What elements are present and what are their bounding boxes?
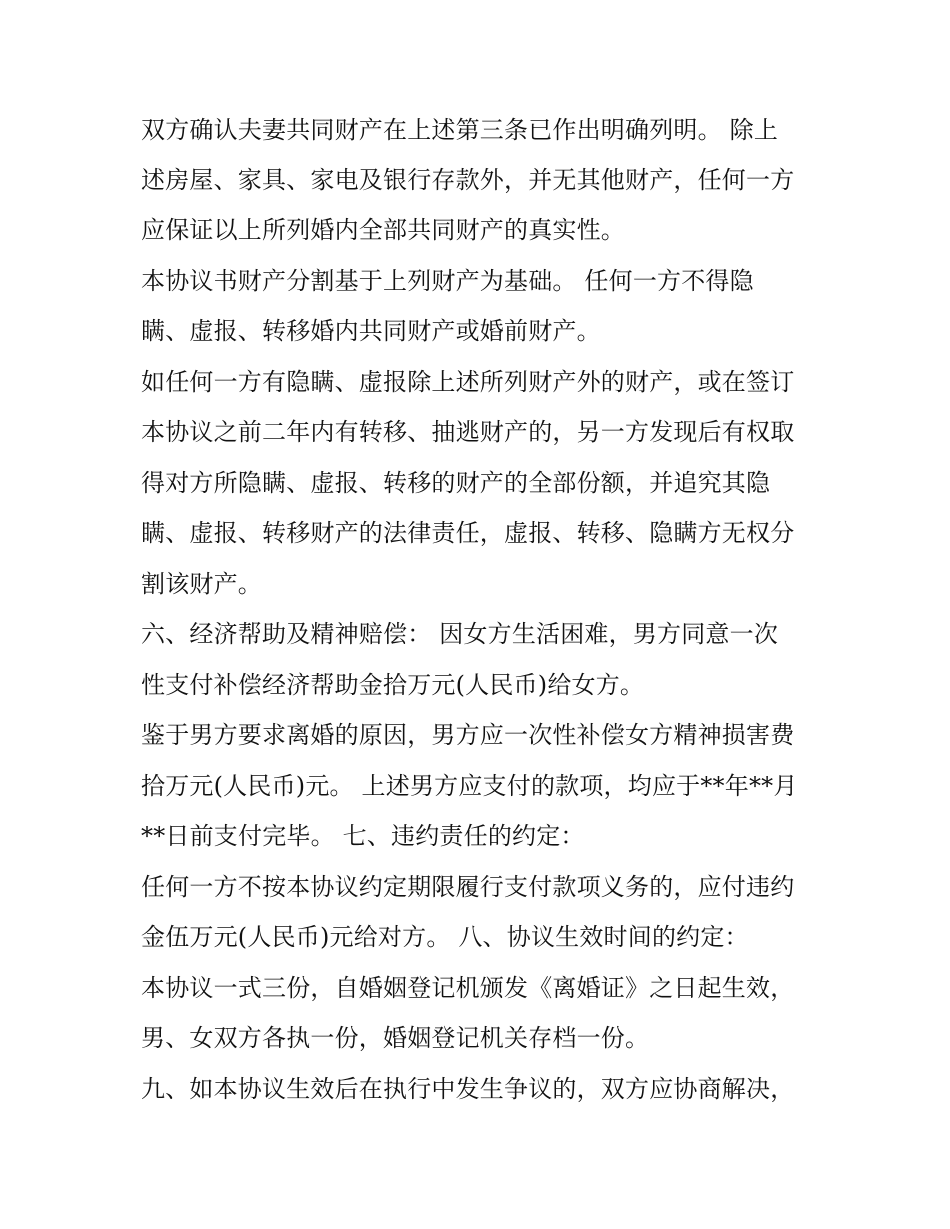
text-line-4: 本协议书财产分割基于上列财产为基础。 任何一方不得隐	[141, 267, 754, 295]
text-line-18: 本协议一式三份，自婚姻登记机颁发《离婚证》之日起生效，	[141, 974, 795, 1002]
text-line-20: 九、如本协议生效后在执行中发生争议的，双方应协商解决，	[141, 1075, 795, 1103]
text-line-16: 任何一方不按本协议约定期限履行支付款项义务的，应付违约	[141, 873, 795, 901]
text-line-15: **日前支付完毕。 七、违约责任的约定：	[141, 822, 585, 850]
text-line-5: 瞒、虚报、转移婚内共同财产或婚前财产。	[141, 317, 601, 345]
text-line-17: 金伍万元(人民币)元给对方。 八、协议生效时间的约定：	[141, 923, 749, 951]
text-line-14: 拾万元(人民币)元。 上述男方应支付的款项，均应于**年**月	[141, 772, 798, 800]
text-line-7: 本协议之前二年内有转移、抽逃财产的，另一方发现后有权取	[141, 418, 795, 446]
text-line-9: 瞒、虚报、转移财产的法律责任，虚报、转移、隐瞒方无权分	[141, 519, 795, 547]
text-line-6: 如任何一方有隐瞒、虚报除上述所列财产外的财产，或在签订	[141, 368, 795, 396]
text-line-11: 六、经济帮助及精神赔偿： 因女方生活困难，男方同意一次	[141, 620, 779, 648]
text-line-10: 割该财产。	[141, 570, 262, 598]
text-line-3: 应保证以上所列婚内全部共同财产的真实性。	[141, 216, 625, 244]
text-line-12: 性支付补偿经济帮助金拾万元(人民币)给女方。	[141, 671, 645, 699]
text-line-19: 男、女双方各执一份，婚姻登记机关存档一份。	[141, 1024, 650, 1052]
text-line-8: 得对方所隐瞒、虚报、转移的财产的全部份额，并追究其隐	[141, 469, 771, 497]
text-line-13: 鉴于男方要求离婚的原因，男方应一次性补偿女方精神损害费	[141, 721, 795, 749]
text-line-2: 述房屋、家具、家电及银行存款外，并无其他财产，任何一方	[141, 166, 795, 194]
text-line-1: 双方确认夫妻共同财产在上述第三条已作出明确列明。 除上	[141, 116, 779, 144]
